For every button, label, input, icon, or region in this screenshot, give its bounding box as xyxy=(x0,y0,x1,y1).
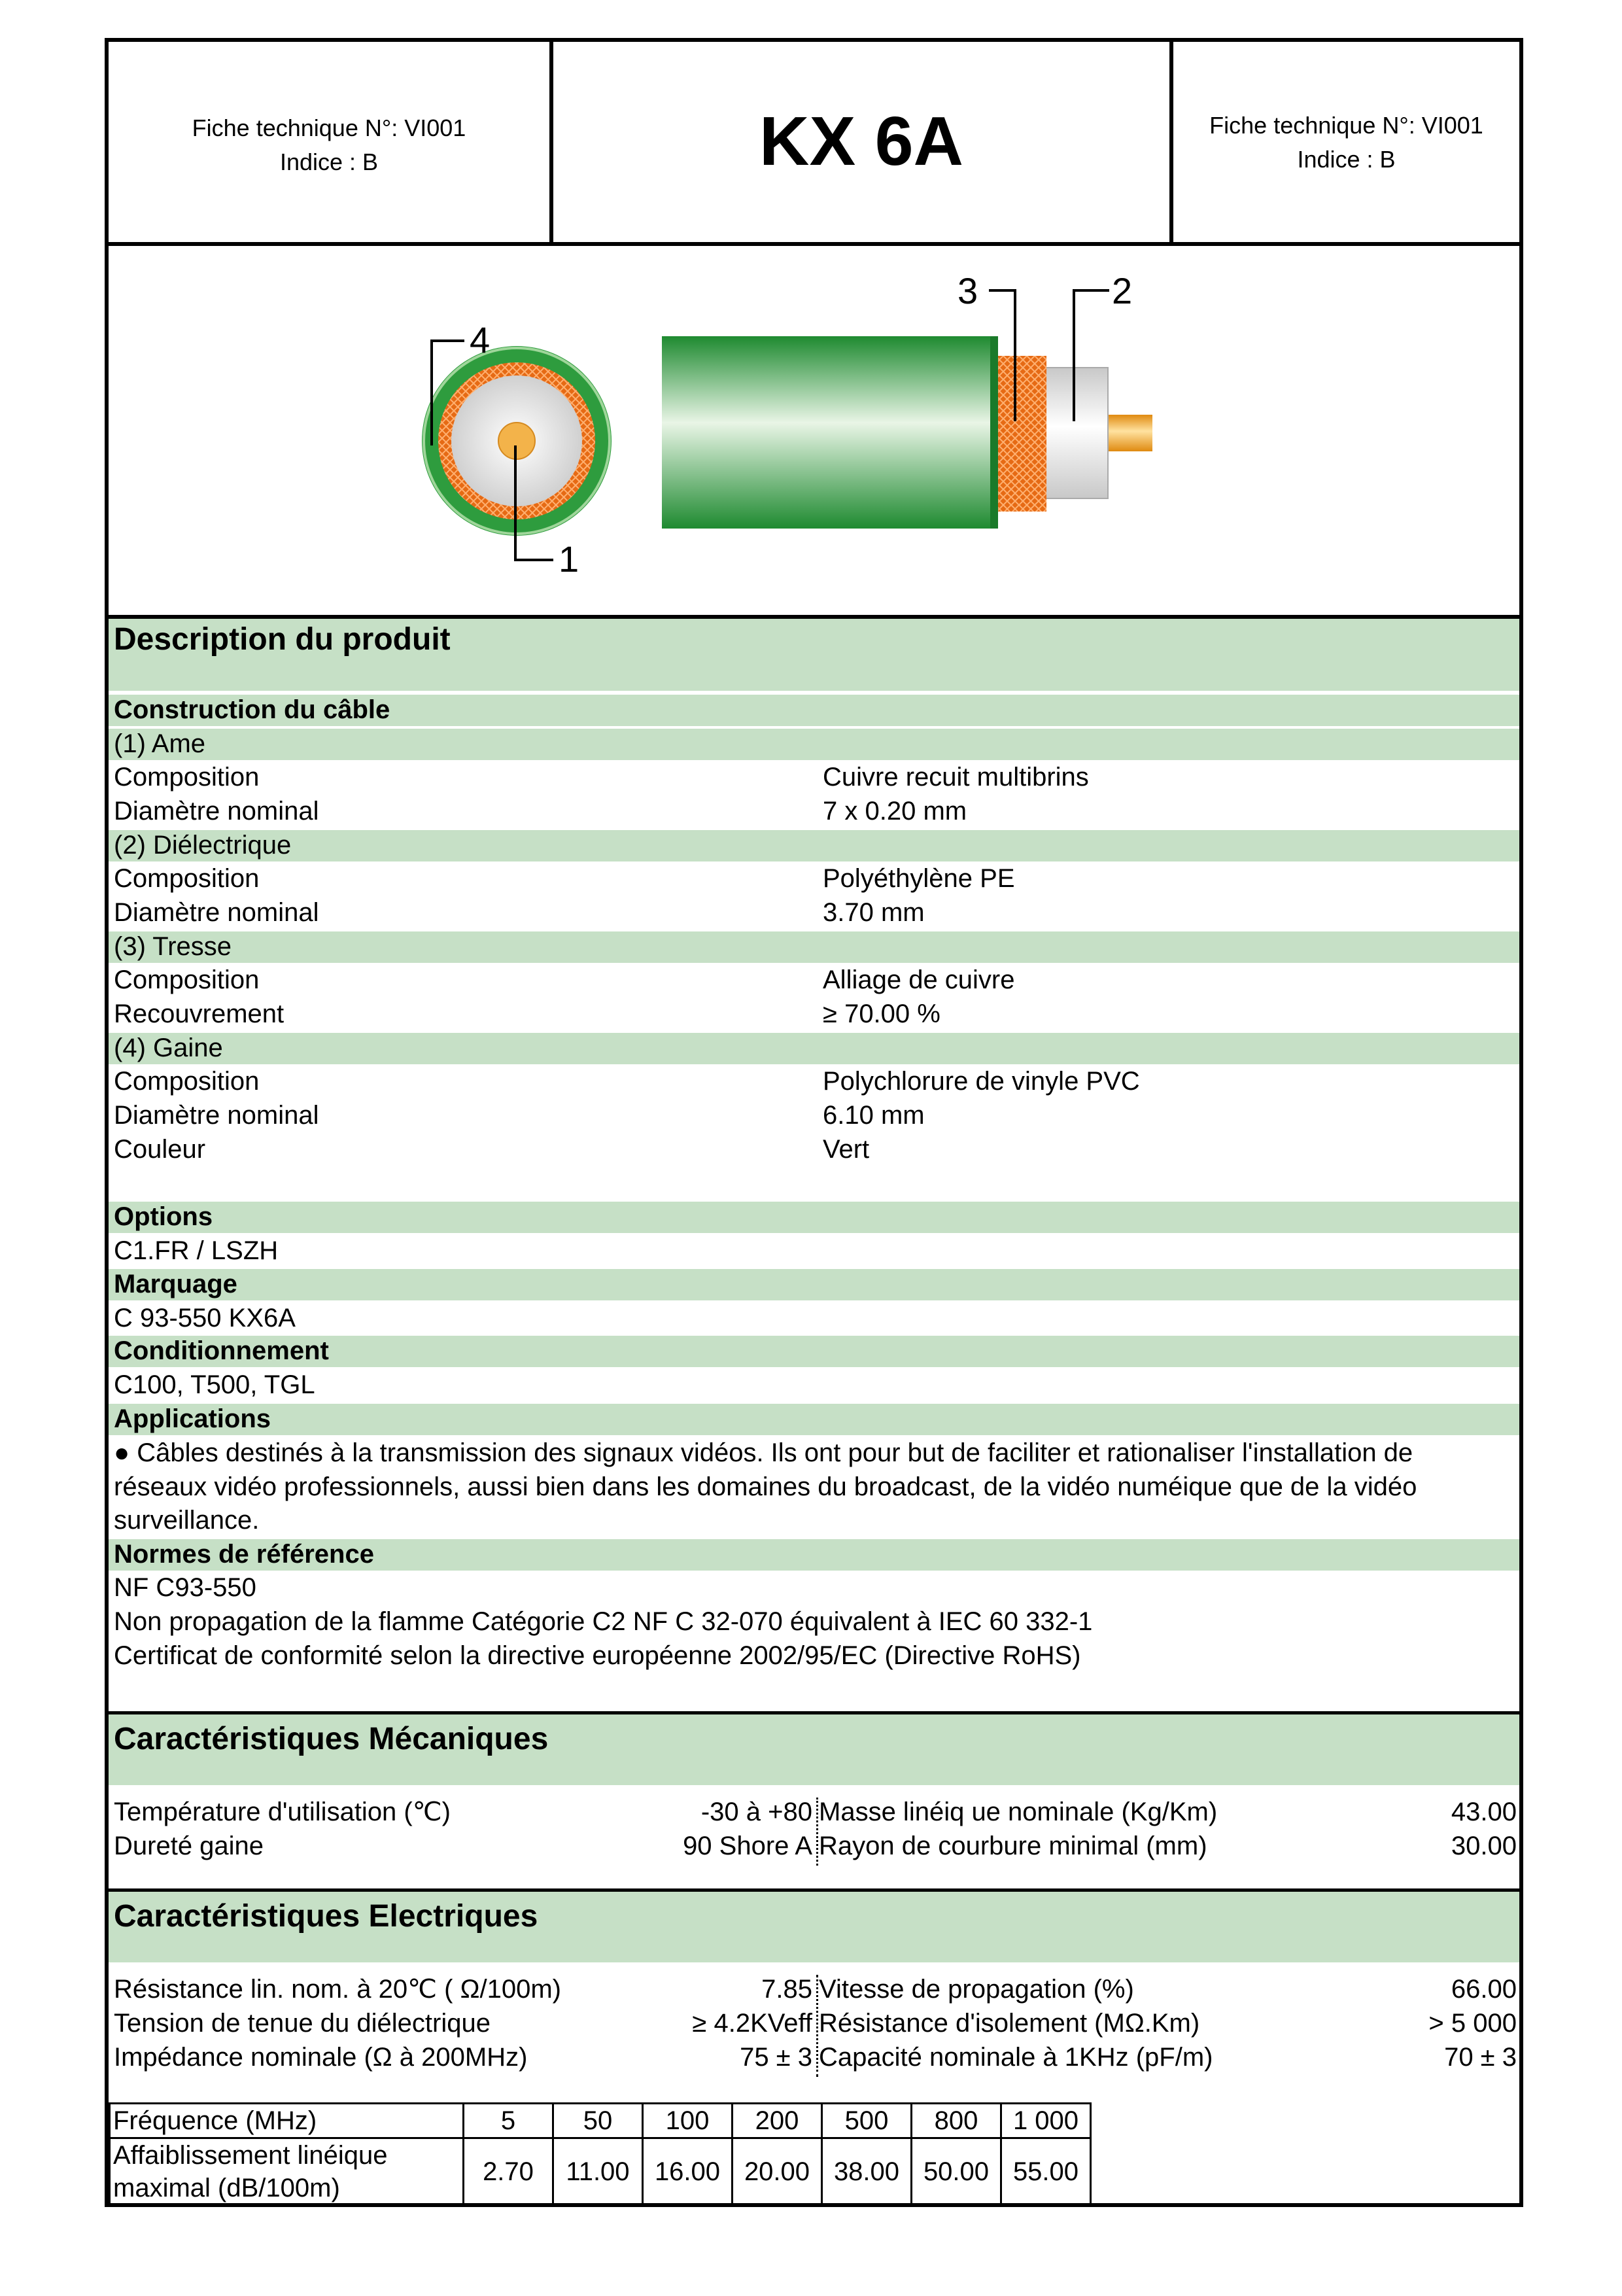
standard-item: Certificat de conformité selon la directive européenne 2002/95/EC (Directive RoHS) xyxy=(114,1641,1081,1670)
spec-value: Polyéthylène PE xyxy=(823,864,1015,893)
revision-index-left: Indice : B xyxy=(279,148,379,175)
attenuation-label-line: Affaiblissement linéique xyxy=(113,2141,388,2170)
label-4: 4 xyxy=(470,319,491,360)
band xyxy=(109,729,1519,760)
spec-label: Diamètre nominal xyxy=(114,797,319,826)
applications-line: réseaux vidéo professionnels, aussi bien dans les domaines du broadcast, de la vidéo numéique que de la vidéo xyxy=(114,1472,1417,1501)
attenuation-label-line: maximal (dB/100m) xyxy=(113,2174,340,2202)
spec-label: Diamètre nominal xyxy=(114,1101,319,1130)
mech-value: -30 à +80 xyxy=(700,1798,812,1826)
jacket-layer xyxy=(662,336,992,529)
mech-value: 90 Shore A xyxy=(683,1832,812,1860)
spec-label: Diamètre nominal xyxy=(114,898,319,927)
standard-item: NF C93-550 xyxy=(114,1573,256,1602)
spec-label: Couleur xyxy=(114,1135,206,1164)
header-title-cell xyxy=(553,42,1173,242)
spec-value: 7 x 0.20 mm xyxy=(823,797,967,826)
band xyxy=(109,1033,1519,1064)
attenuation-label xyxy=(110,2138,464,2206)
attenuation-row xyxy=(110,2138,1091,2206)
band xyxy=(109,1202,1519,1233)
core-conductor xyxy=(1101,415,1152,451)
standards-heading: Normes de référence xyxy=(114,1540,374,1569)
mech-label: Masse linéiq ue nominale (Kg/Km) xyxy=(819,1798,1218,1826)
packaging-heading: Conditionnement xyxy=(114,1336,329,1365)
band xyxy=(109,830,1519,861)
elec-label: Vitesse de propagation (%) xyxy=(819,1975,1134,2004)
cable-illustration xyxy=(109,246,1519,615)
attenuation-cell: 20.00 xyxy=(733,2138,822,2206)
applications-line: ● Câbles destinés à la transmission des signaux vidéos. Ils ont pour but de faciliter et rationaliser l'installation de xyxy=(114,1438,1413,1467)
frequency-cell: 500 xyxy=(822,2104,912,2138)
elec-label: Tension de tenue du diélectrique xyxy=(114,2009,491,2038)
frequency-cell: 50 xyxy=(553,2104,643,2138)
band xyxy=(109,931,1519,963)
mech-label: Rayon de courbure minimal (mm) xyxy=(819,1832,1207,1860)
cable-diagram xyxy=(109,246,1519,619)
spec-value: ≥ 70.00 % xyxy=(823,1000,940,1028)
elec-label: Résistance lin. nom. à 20℃ ( Ω/100m) xyxy=(114,1975,561,2004)
cable-cross-section xyxy=(422,341,612,560)
attenuation-cell: 11.00 xyxy=(553,2138,643,2206)
header xyxy=(109,42,1519,246)
group-title: (4) Gaine xyxy=(114,1034,223,1062)
cable-side-view xyxy=(662,290,1152,529)
group-title: (1) Ame xyxy=(114,729,206,758)
mech-value: 30.00 xyxy=(1451,1832,1517,1860)
frequency-cell: 100 xyxy=(643,2104,733,2138)
elec-value: 66.00 xyxy=(1451,1975,1517,2004)
attenuation-cell: 2.70 xyxy=(464,2138,553,2206)
header-ref-right xyxy=(1173,42,1519,242)
product-title: KX 6A xyxy=(759,103,964,180)
options-heading: Options xyxy=(114,1202,213,1231)
elec-label: Impédance nominale (Ω à 200MHz) xyxy=(114,2043,528,2072)
group-title: (3) Tresse xyxy=(114,932,232,961)
sheet-number-right: Fiche technique N°: VI001 xyxy=(1209,112,1483,139)
elec-value: 70 ± 3 xyxy=(1444,2043,1517,2072)
spec-label: Composition xyxy=(114,763,260,791)
spec-label: Recouvrement xyxy=(114,1000,285,1028)
mech-label: Température d'utilisation (℃) xyxy=(114,1798,451,1826)
elec-value: 7.85 xyxy=(761,1975,812,2004)
attenuation-cell: 16.00 xyxy=(643,2138,733,2206)
mechanical-heading: Caractéristiques Mécaniques xyxy=(114,1722,549,1756)
sheet-number-left: Fiche technique N°: VI001 xyxy=(192,114,466,141)
spec-value: 3.70 mm xyxy=(823,898,925,927)
header-ref-left xyxy=(109,42,553,242)
elec-value: ≥ 4.2KVeff xyxy=(692,2009,812,2038)
spec-label: Composition xyxy=(114,864,260,893)
marking-heading: Marquage xyxy=(114,1270,237,1298)
frequency-label: Fréquence (MHz) xyxy=(110,2104,464,2138)
frequency-cell: 200 xyxy=(733,2104,822,2138)
frequency-cell: 1 000 xyxy=(1001,2104,1091,2138)
spec-value: Alliage de cuivre xyxy=(823,965,1015,994)
label-2: 2 xyxy=(1112,270,1133,311)
elec-value: > 5 000 xyxy=(1428,2009,1517,2038)
label-3: 3 xyxy=(958,270,978,311)
applications-heading: Applications xyxy=(114,1404,271,1433)
electrical-heading: Caractéristiques Electriques xyxy=(114,1899,538,1934)
marking-text: C 93-550 KX6A xyxy=(114,1304,296,1332)
attenuation-cell: 55.00 xyxy=(1001,2138,1091,2206)
datasheet xyxy=(105,38,1523,2207)
mech-value: 43.00 xyxy=(1451,1798,1517,1826)
attenuation-cell: 50.00 xyxy=(912,2138,1001,2206)
elec-label: Capacité nominale à 1KHz (pF/m) xyxy=(819,2043,1213,2072)
revision-index-right: Indice : B xyxy=(1297,146,1396,173)
band xyxy=(109,1269,1519,1300)
construction-heading: Construction du câble xyxy=(114,695,390,724)
frequency-cell: 800 xyxy=(912,2104,1001,2138)
frequency-row xyxy=(110,2104,1091,2138)
description-heading: Description du produit xyxy=(114,622,451,657)
spec-value: Vert xyxy=(823,1135,870,1164)
band xyxy=(109,1404,1519,1435)
spec-label: Composition xyxy=(114,965,260,994)
spec-value: 6.10 mm xyxy=(823,1101,925,1130)
attenuation-table xyxy=(109,2102,1092,2206)
dash xyxy=(816,1975,818,2077)
elec-label: Résistance d'isolement (MΩ.Km) xyxy=(819,2009,1200,2038)
spec-label: Composition xyxy=(114,1067,260,1096)
standard-item: Non propagation de la flamme Catégorie C2 NF C 32-070 équivalent à IEC 60 332-1 xyxy=(114,1607,1093,1636)
attenuation-cell: 38.00 xyxy=(822,2138,912,2206)
group-title: (2) Diélectrique xyxy=(114,831,292,860)
packaging-text: C100, T500, TGL xyxy=(114,1370,315,1399)
dash xyxy=(816,1798,818,1866)
elec-value: 75 ± 3 xyxy=(740,2043,812,2072)
frequency-cell: 5 xyxy=(464,2104,553,2138)
applications-line: surveillance. xyxy=(114,1506,260,1535)
label-1: 1 xyxy=(559,538,579,580)
options-text: C1.FR / LSZH xyxy=(114,1236,279,1265)
spec-value: Cuivre recuit multibrins xyxy=(823,763,1089,791)
mech-label: Dureté gaine xyxy=(114,1832,264,1860)
spec-value: Polychlorure de vinyle PVC xyxy=(823,1067,1140,1096)
